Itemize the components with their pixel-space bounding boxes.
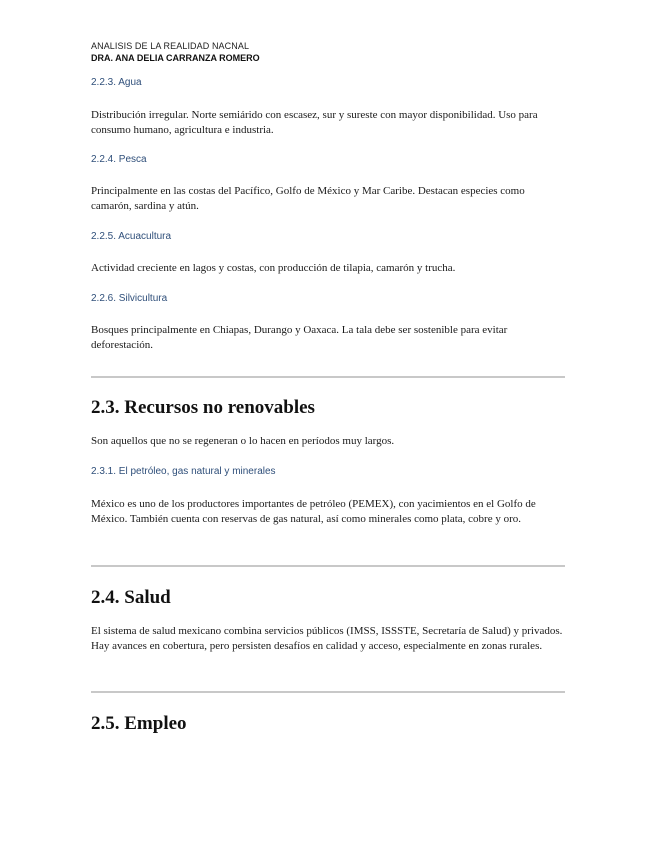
paragraph-acuacultura: Actividad creciente en lagos y costas, con producción de tilapia, camarón y trucha.: [91, 262, 456, 274]
paragraph-petroleo: México es uno de los productores importantes de petróleo (PEMEX), con yacimientos en el Golfo de México. También cuenta con reservas de gas natural, así como minerales como plata, cobre y oro.: [91, 498, 536, 525]
paragraph-agua: Distribución irregular. Norte semiárido con escasez, sur y sureste con mayor disponibilidad. Uso para consumo humano, agricultura e industria.: [91, 109, 538, 136]
subheading-petroleo: 2.3.1. El petróleo, gas natural y minerales: [91, 466, 276, 477]
paragraph-silvicultura: Bosques principalmente en Chiapas, Durango y Oaxaca. La tala debe ser sostenible para evitar deforestación.: [91, 324, 508, 351]
section-divider: [91, 565, 565, 567]
heading-salud: 2.4. Salud: [91, 587, 171, 608]
section-divider: [91, 691, 565, 693]
paragraph-pesca: Principalmente en las costas del Pacífico, Golfo de México y Mar Caribe. Destacan especies como camarón, sardina y atún.: [91, 185, 525, 212]
subheading-agua: 2.2.3. Agua: [91, 77, 142, 88]
header-course: ANALISIS DE LA REALIDAD NACNAL: [91, 41, 250, 51]
header-author: DRA. ANA DELIA CARRANZA ROMERO: [91, 53, 260, 63]
heading-empleo: 2.5. Empleo: [91, 713, 187, 734]
subheading-acuacultura: 2.2.5. Acuacultura: [91, 231, 172, 242]
subheading-silvicultura: 2.2.6. Silvicultura: [91, 293, 168, 304]
section-divider: [91, 376, 565, 378]
paragraph-no-renovables: Son aquellos que no se regeneran o lo hacen en períodos muy largos.: [91, 435, 395, 447]
subheading-pesca: 2.2.4. Pesca: [91, 154, 147, 165]
heading-recursos-no-renovables: 2.3. Recursos no renovables: [91, 397, 315, 418]
paragraph-salud: El sistema de salud mexicano combina servicios públicos (IMSS, ISSSTE, Secretaría de Salud) y privados. Hay avances en cobertura, pero persisten desafíos en calidad y acceso, especialmente en zonas rurales.: [91, 625, 563, 652]
